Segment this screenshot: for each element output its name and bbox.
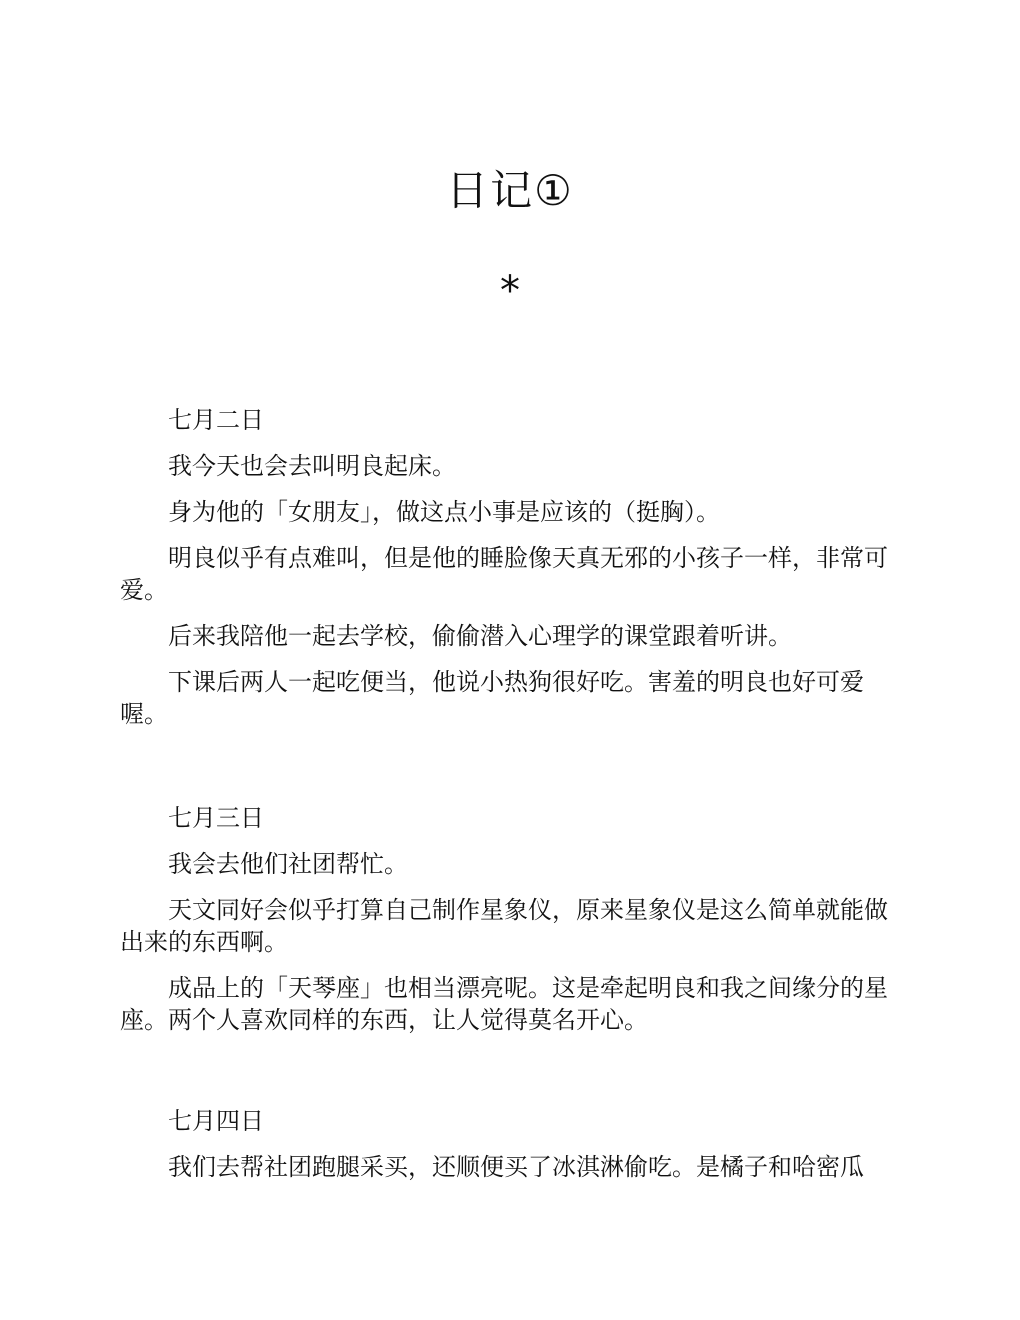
entry-date: 七月三日 [168, 804, 264, 832]
diary-entry [120, 404, 910, 730]
entry-paragraph: 下课后两人一起吃便当，他说小热狗很好吃。害羞的明良也好可爱喔。 [120, 668, 864, 728]
entry-paragraph: 我们去帮社团跑腿采买，还顺便买了冰淇淋偷吃。是橘子和哈密瓜 [168, 1153, 864, 1181]
entry-paragraph: 明良似乎有点难叫，但是他的睡脸像天真无邪的小孩子一样，非常可爱。 [120, 544, 888, 604]
entry-paragraph: 我今天也会去叫明良起床。 [168, 452, 456, 480]
entry-paragraph: 身为他的「女朋友」，做这点小事是应该的（挺胸）。 [168, 498, 720, 526]
entry-date: 七月二日 [168, 406, 264, 434]
entry-paragraph: 天文同好会似乎打算自己制作星象仪，原来星象仪是这么简单就能做出来的东西啊。 [120, 896, 888, 956]
section-ornament: * [500, 268, 520, 314]
entry-paragraph: 我会去他们社团帮忙。 [168, 850, 408, 878]
entry-paragraph: 后来我陪他一起去学校，偷偷潜入心理学的课堂跟着听讲。 [168, 622, 792, 650]
diary-entry [120, 1105, 910, 1183]
entry-paragraph: 成品上的「天琴座」也相当漂亮呢。这是牵起明良和我之间缘分的星座。两个人喜欢同样的东西，让人觉得莫名开心。 [120, 974, 888, 1034]
page-title: 日记① [446, 166, 574, 215]
entry-date: 七月四日 [168, 1107, 264, 1135]
diary-entry [120, 802, 910, 1036]
